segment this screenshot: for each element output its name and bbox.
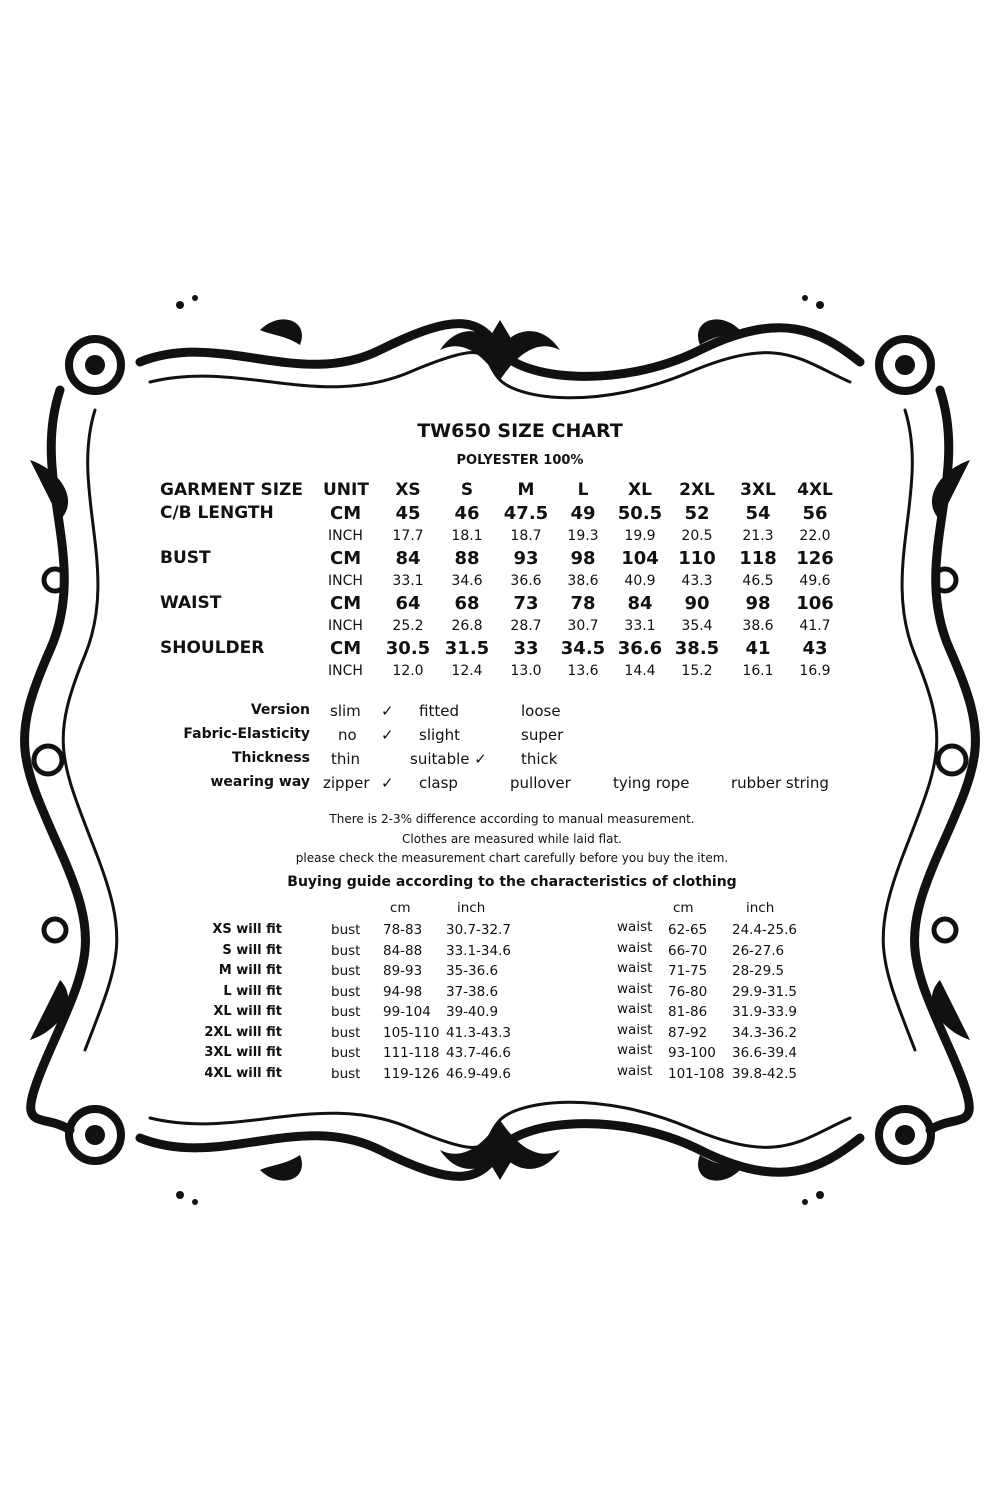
size-header-xl: XL: [628, 480, 652, 500]
attribute-option: super: [521, 726, 564, 744]
attribute-option: pullover: [510, 774, 571, 792]
guide-col-cm: cm: [673, 900, 694, 916]
cm-value: 90: [684, 593, 710, 614]
guide-bust-label: bust: [331, 983, 361, 1000]
garment-size-header: GARMENT SIZE: [160, 480, 303, 500]
attribute-option: loose: [521, 702, 561, 720]
inch-value: 35.4: [681, 618, 713, 634]
inch-value: 16.9: [799, 663, 831, 679]
attribute-option: tying rope: [613, 774, 690, 792]
guide-col-inch: inch: [457, 900, 486, 916]
guide-waist-label: waist: [617, 919, 653, 935]
note-line: Clothes are measured while laid flat.: [402, 832, 622, 846]
guide-bust-inch: 37-38.6: [446, 983, 499, 1000]
guide-waist-label: waist: [617, 1001, 653, 1017]
guide-bust-inch: 33.1-34.6: [446, 942, 511, 959]
cm-value: 118: [739, 548, 777, 569]
cm-value: 88: [454, 548, 480, 569]
attribute-option: thick: [521, 750, 558, 768]
unit-header: UNIT: [323, 480, 369, 500]
measurement-name: WAIST: [160, 593, 222, 613]
guide-bust-cm: 94-98: [383, 983, 423, 1000]
guide-bust-label: bust: [331, 963, 361, 979]
inch-value: 18.1: [451, 528, 483, 544]
inch-value: 30.7: [567, 618, 599, 634]
cm-value: 106: [796, 593, 834, 614]
cm-value: 45: [395, 503, 421, 524]
cm-value: 110: [678, 548, 716, 569]
inch-value: 38.6: [742, 618, 774, 634]
guide-waist-inch: 39.8-42.5: [732, 1065, 797, 1082]
guide-fit-label: 4XL will fit: [204, 1065, 282, 1081]
cm-value: 36.6: [617, 638, 663, 659]
inch-value: 49.6: [799, 573, 831, 589]
guide-fit-label: 3XL will fit: [204, 1045, 282, 1060]
guide-waist-label: waist: [617, 960, 653, 976]
guide-bust-label: bust: [331, 1065, 361, 1082]
inch-value: 19.3: [567, 528, 599, 544]
guide-waist-label: waist: [617, 1021, 653, 1038]
guide-bust-inch: 43.7-46.6: [446, 1045, 511, 1061]
guide-bust-cm: 105-110: [383, 1024, 440, 1041]
attribute-label: Thickness: [231, 750, 310, 766]
guide-waist-cm: 93-100: [668, 1045, 716, 1061]
guide-bust-label: bust: [331, 922, 361, 938]
cm-value: 84: [395, 548, 421, 569]
size-header-3xl: 3XL: [740, 480, 776, 500]
size-header-2xl: 2XL: [679, 480, 715, 500]
cm-value: 98: [570, 548, 596, 569]
cm-value: 64: [395, 593, 421, 614]
guide-waist-label: waist: [617, 939, 653, 956]
guide-bust-label: bust: [331, 1045, 361, 1061]
guide-bust-inch: 41.3-43.3: [446, 1024, 511, 1041]
cm-value: 84: [627, 593, 653, 614]
inch-value: 14.4: [624, 663, 656, 679]
guide-col-inch: inch: [746, 900, 775, 916]
size-header-s: S: [460, 480, 474, 500]
guide-bust-cm: 78-83: [383, 922, 423, 938]
guide-waist-cm: 71-75: [668, 963, 708, 979]
inch-value: 38.6: [567, 573, 599, 589]
inch-value: 15.2: [681, 663, 713, 679]
cm-value: 52: [684, 503, 710, 524]
guide-bust-cm: 119-126: [383, 1065, 440, 1082]
cm-value: 49: [570, 503, 596, 524]
attribute-option: slight: [419, 726, 461, 744]
unit-inch-label: INCH: [328, 663, 363, 679]
guide-waist-label: waist: [617, 980, 653, 997]
guide-waist-cm: 101-108: [668, 1065, 725, 1082]
cm-value: 73: [513, 593, 539, 614]
attribute-option: rubber string: [731, 774, 829, 792]
cm-value: 31.5: [444, 638, 490, 659]
size-header-l: L: [577, 480, 589, 500]
cm-value: 47.5: [503, 503, 549, 524]
inch-value: 18.7: [510, 528, 542, 544]
guide-fit-label: XL will fit: [213, 1004, 282, 1019]
inch-value: 46.5: [742, 573, 774, 589]
inch-value: 43.3: [681, 573, 713, 589]
guide-bust-cm: 84-88: [383, 942, 423, 959]
cm-value: 38.5: [674, 638, 720, 659]
inch-value: 20.5: [681, 528, 713, 544]
attribute-option: clasp: [419, 774, 458, 792]
unit-cm-label: CM: [330, 503, 362, 524]
inch-value: 33.1: [392, 573, 424, 589]
guide-bust-cm: 89-93: [383, 963, 423, 979]
guide-waist-cm: 87-92: [668, 1024, 708, 1041]
unit-cm-label: CM: [330, 638, 362, 659]
guide-waist-label: waist: [617, 1042, 653, 1058]
guide-waist-inch: 24.4-25.6: [732, 922, 797, 938]
guide-fit-label: XS will fit: [212, 922, 282, 937]
cm-value: 30.5: [385, 638, 431, 659]
attribute-option: fitted: [419, 702, 459, 720]
inch-value: 34.6: [451, 573, 483, 589]
inch-value: 28.7: [510, 618, 542, 634]
guide-fit-label: M will fit: [218, 963, 282, 978]
guide-waist-inch: 31.9-33.9: [732, 1004, 797, 1020]
inch-value: 41.7: [799, 618, 831, 634]
attribute-label: wearing way: [210, 774, 310, 790]
guide-bust-cm: 99-104: [383, 1004, 431, 1020]
inch-value: 22.0: [799, 528, 831, 544]
cm-value: 78: [570, 593, 596, 614]
check-mark: ✓: [381, 774, 394, 792]
guide-fit-label: L will fit: [223, 983, 282, 999]
guide-waist-inch: 34.3-36.2: [732, 1024, 797, 1041]
guide-bust-inch: 30.7-32.7: [446, 922, 511, 938]
inch-value: 21.3: [742, 528, 774, 544]
chart-title: TW650 SIZE CHART: [417, 420, 623, 442]
check-mark: ✓: [381, 702, 394, 720]
guide-waist-cm: 81-86: [668, 1004, 708, 1020]
guide-fit-label: 2XL will fit: [204, 1024, 282, 1040]
guide-col-cm: cm: [390, 900, 411, 916]
check-mark: ✓: [381, 726, 394, 744]
guide-waist-cm: 66-70: [668, 942, 708, 959]
check-mark: suitable ✓: [410, 750, 487, 768]
measurement-name: SHOULDER: [160, 638, 265, 658]
size-header-m: M: [517, 480, 535, 500]
guide-waist-inch: 26-27.6: [732, 942, 785, 959]
guide-waist-inch: 36.6-39.4: [732, 1045, 797, 1061]
cm-value: 126: [796, 548, 834, 569]
unit-cm-label: CM: [330, 593, 362, 614]
cm-value: 93: [513, 548, 539, 569]
note-line: please check the measurement chart carefully before you buy the item.: [295, 851, 729, 865]
cm-value: 43: [802, 638, 828, 659]
cm-value: 68: [454, 593, 480, 614]
guide-waist-inch: 28-29.5: [732, 963, 785, 979]
measurement-name: BUST: [160, 548, 211, 568]
guide-bust-inch: 35-36.6: [446, 963, 499, 979]
inch-value: 36.6: [510, 573, 542, 589]
size-header-xs: XS: [395, 480, 421, 500]
guide-bust-label: bust: [331, 942, 361, 959]
cm-value: 56: [802, 503, 828, 524]
material-label: POLYESTER 100%: [456, 453, 584, 468]
cm-value: 41: [745, 638, 771, 659]
cm-value: 34.5: [560, 638, 606, 659]
inch-value: 12.0: [392, 663, 424, 679]
guide-waist-cm: 76-80: [668, 983, 708, 1000]
cm-value: 104: [621, 548, 659, 569]
cm-value: 98: [745, 593, 771, 614]
guide-title: Buying guide according to the characteristics of clothing: [287, 874, 737, 890]
inch-value: 13.6: [567, 663, 599, 679]
guide-bust-label: bust: [331, 1004, 361, 1020]
inch-value: 16.1: [742, 663, 774, 679]
unit-inch-label: INCH: [328, 618, 363, 634]
inch-value: 33.1: [624, 618, 656, 634]
attribute-option: slim: [330, 702, 361, 720]
inch-value: 12.4: [451, 663, 483, 679]
inch-value: 40.9: [624, 573, 656, 589]
attribute-label: Version: [250, 702, 310, 718]
inch-value: 25.2: [392, 618, 424, 634]
guide-bust-label: bust: [331, 1024, 361, 1041]
attribute-option: zipper: [323, 774, 370, 792]
unit-inch-label: INCH: [328, 528, 363, 544]
guide-bust-cm: 111-118: [383, 1045, 440, 1061]
guide-bust-inch: 39-40.9: [446, 1004, 499, 1020]
measurement-name: C/B LENGTH: [160, 503, 274, 523]
cm-value: 33: [513, 638, 539, 659]
guide-bust-inch: 46.9-49.6: [446, 1065, 511, 1082]
guide-waist-inch: 29.9-31.5: [732, 983, 797, 1000]
inch-value: 26.8: [451, 618, 483, 634]
inch-value: 17.7: [392, 528, 424, 544]
cm-value: 46: [454, 503, 480, 524]
inch-value: 19.9: [624, 528, 656, 544]
inch-value: 13.0: [510, 663, 542, 679]
cm-value: 50.5: [617, 503, 663, 524]
guide-fit-label: S will fit: [222, 942, 282, 958]
attribute-label: Fabric-Elasticity: [183, 726, 310, 742]
note-line: There is 2-3% difference according to manual measurement.: [329, 812, 695, 826]
cm-value: 54: [745, 503, 771, 524]
attribute-option: thin: [331, 750, 361, 768]
unit-inch-label: INCH: [328, 573, 363, 589]
size-header-4xl: 4XL: [797, 480, 833, 500]
unit-cm-label: CM: [330, 548, 362, 569]
attribute-option: no: [338, 726, 357, 744]
guide-waist-label: waist: [617, 1062, 653, 1079]
guide-waist-cm: 62-65: [668, 922, 708, 938]
